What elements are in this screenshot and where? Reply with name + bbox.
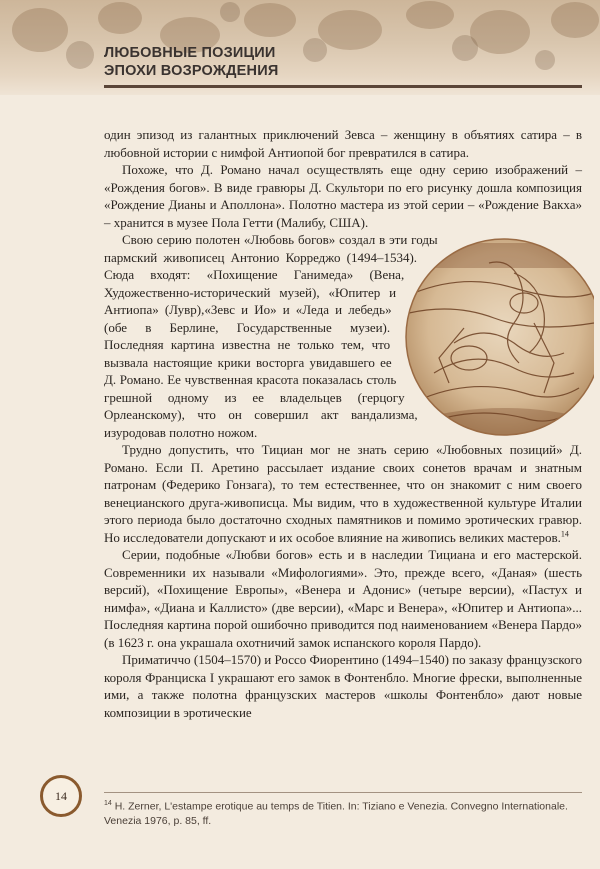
paragraph-5: Серии, подобные «Любви богов» есть и в наследии Тициана и его мастерской. Современники их называли «Мифологиями». Это, прежде всего, «Даная» (шесть версий), «Похищение Европы», «Венера и Адонис» (четыре версии), «Пастух и нимфа», «Диана и Каллисто» (две версии), «Марс и Венера», «Юпитер и Антиопа»... Последняя картина порой ошибочно приводится под наименованием «Венера Пардо» (в 1623 г. она украшала охотничий замок испанского короля Пардо).: [104, 547, 582, 650]
article-body: [104, 126, 582, 721]
paragraph-4: [104, 441, 582, 546]
fresco-background-image: [0, 0, 600, 95]
paragraph-4-text: Трудно допустить, что Тициан мог не знать серию «Любовных позиций» Д. Романо. Если П. Аретино рассылает издание своих сонетов врачам и знатным патронам (Федерико Гонзага), то тем естественнее, что он знакомит с ним своего венецианского друга-живописца. Мы видим, что в художественной культуре Италии этого периода было достаточно сходных памятников и помимо эротических гравюр. Но исследователи допускают и их особое влияние на живопись великих мастеров.: [104, 442, 582, 545]
section-title-line-2: ЭПОХИ ВОЗРОЖДЕНИЯ: [104, 63, 279, 79]
footnote-number: 14: [104, 800, 112, 807]
header-decorative-band: [0, 0, 600, 95]
paragraph-3: [104, 231, 582, 441]
paragraph-3-text: Свою серию полотен «Любовь богов» создал в эти годы пармский живописец Антонио Корреджо (1494–1534). Сюда входят: «Похищение Ганимеда» (Вена, Художественно-исторический музей), «Юпитер и Антиопа» (Лувр),«Зевс и Ио» и «Леда и лебедь» (обе в Берлине, Государственные музеи). Последняя картина известна не только тем, что вызвала настоящие крики восторга увидавшего ее Д. Романо. Ее чувственная красота показалась столь грешной одному из ее владельцев (герцогу Орлеанскому), что он совершил акт вандализма, изуродовав полотно ножом.: [104, 232, 438, 440]
section-title: [104, 44, 278, 80]
footnote-14: [104, 797, 582, 829]
footnote-divider: [104, 792, 582, 793]
footnote-text: H. Zerner, L'estampe erotique au temps de Titien. In: Tiziano e Venezia. Convegno Internationale. Venezia 1976, p. 85, ff.: [104, 800, 568, 827]
page-number: 14: [40, 775, 82, 817]
paragraph-6: Приматиччо (1504–1570) и Россо Фиорентино (1494–1540) по заказу французского короля Франциска I украшают его замок в Фонтенбло. Многие фрески, выполненные ими, а также полотна французских мастеров «школы Фонтенбло» дают новые композиции в эротические: [104, 652, 583, 720]
footnote-ref-14[interactable]: 14: [560, 529, 569, 539]
section-title-line-1: ЛЮБОВНЫЕ ПОЗИЦИИ: [104, 45, 276, 61]
title-divider: [104, 85, 582, 88]
paragraph-1: один эпизод из галантных приключений Зевса – женщину в объятиях сатира – в любовной истории с нимфой Антиопой бог превратился в сатира.: [104, 127, 582, 160]
paragraph-2: Похоже, что Д. Романо начал осуществлять еще одну серию изображений – «Рождения богов». В виде гравюры Д. Скультори по его рисунку дошла композиция «Рождение Дианы и Аполлона». Полотно мастера из этой серии – «Рождение Вакха» – хранится в музее Пола Гетти (Малибу, США).: [104, 162, 582, 230]
engraving-illustration: [394, 233, 594, 445]
